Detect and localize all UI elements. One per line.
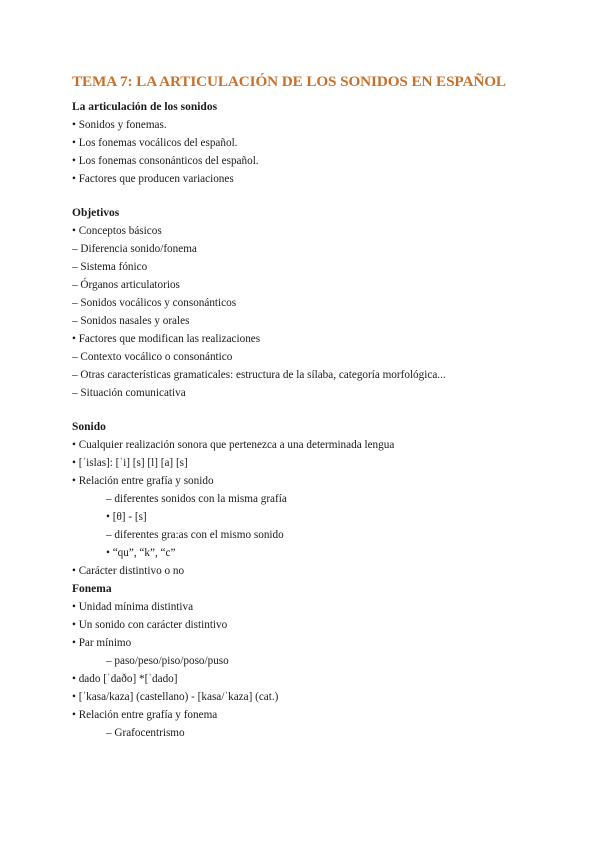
list-item: – Sistema fónico [72, 261, 148, 273]
list-item: – Órganos articulatorios [72, 279, 180, 291]
list-item: – Otras características gramaticales: estructura de la sílaba, categoría morfológica... [72, 369, 446, 381]
list-item: – Sonidos vocálicos y consonánticos [72, 297, 237, 309]
section-heading-sonido: Sonido [72, 421, 106, 433]
list-item: • Los fonemas vocálicos del español. [72, 137, 238, 149]
list-item: • Relación entre grafía y fonema [72, 709, 218, 721]
list-item: • Factores que modifican las realizaciones [72, 333, 261, 345]
list-item: • Un sonido con carácter distintivo [72, 619, 228, 631]
list-item: – Sonidos nasales y orales [72, 315, 190, 327]
list-item: – Diferencia sonido/fonema [72, 243, 197, 255]
section-heading-objetivos: Objetivos [72, 207, 120, 219]
list-subitem: – diferentes sonidos con la misma grafía [106, 493, 287, 505]
list-subitem: – Grafocentrismo [106, 727, 185, 739]
list-item: • [ˈislas]: [ˈi] [s] [l] [a] [s] [72, 457, 188, 469]
list-item: • Carácter distintivo o no [72, 565, 185, 577]
list-item: • Par mínimo [72, 637, 132, 649]
section-heading-articulacion: La articulación de los sonidos [72, 101, 218, 113]
list-subitem: – paso/peso/piso/poso/puso [106, 655, 229, 667]
list-item: • Cualquier realización sonora que pertenezca a una determinada lengua [72, 439, 395, 451]
list-subitem: • [θ] - [s] [106, 511, 147, 523]
section-heading-fonema: Fonema [72, 583, 112, 595]
list-item: • Los fonemas consonánticos del español. [72, 155, 259, 167]
list-item: • Factores que producen variaciones [72, 173, 234, 185]
list-item: • Relación entre grafía y sonido [72, 475, 214, 487]
list-item: • dado [ˈdaðo] *[ˈdado] [72, 673, 178, 685]
list-item: • [ˈkasa/kaza] (castellano) - [kasa/ˈkaza] (cat.) [72, 691, 279, 703]
list-item: • Conceptos básicos [72, 225, 162, 237]
document-page [72, 72, 542, 742]
list-subitem: • “qu”, “k”, “c” [106, 547, 176, 559]
list-item: • Unidad mínima distintiva [72, 601, 194, 613]
list-subitem: – diferentes gra:as con el mismo sonido [106, 529, 284, 541]
list-item: – Situación comunicativa [72, 387, 186, 399]
list-item: • Sonidos y fonemas. [72, 119, 167, 131]
list-item: – Contexto vocálico o consonántico [72, 351, 233, 363]
page-title: TEMA 7: LA ARTICULACIÓN DE LOS SONIDOS EN ESPAÑOL [72, 73, 506, 90]
